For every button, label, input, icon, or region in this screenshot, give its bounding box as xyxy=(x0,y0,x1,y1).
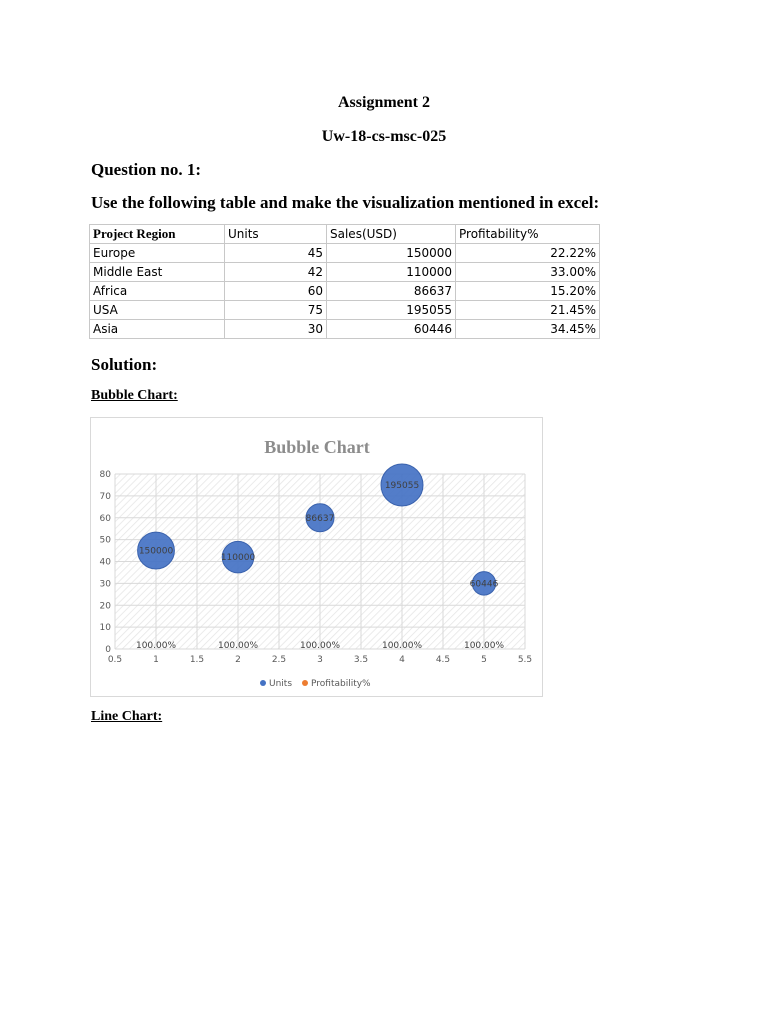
profit-data-label: 100.00% xyxy=(381,641,423,651)
table-cell: 42 xyxy=(225,263,327,282)
bubble-chart-container xyxy=(90,417,543,697)
profit-data-label: 100.00% xyxy=(463,641,505,651)
table-cell: 150000 xyxy=(327,244,456,263)
profit-data-label: 100.00% xyxy=(217,641,259,651)
y-tick-label: 30 xyxy=(99,579,111,590)
document-title: Assignment 2 xyxy=(337,94,430,111)
y-tick-label: 60 xyxy=(99,513,111,524)
line-chart-heading: Line Chart: xyxy=(91,709,163,724)
table-cell: 110000 xyxy=(327,263,456,282)
solution-heading: Solution: xyxy=(91,355,158,374)
y-tick-label: 0 xyxy=(105,645,111,655)
table-cell: 75 xyxy=(225,301,327,320)
y-tick-label: 80 xyxy=(99,470,111,480)
table-row xyxy=(90,282,600,301)
x-tick-label: 1 xyxy=(153,655,159,665)
x-tick-label: 4 xyxy=(399,655,405,665)
table-cell: Middle East xyxy=(90,263,225,282)
table-cell: 45 xyxy=(225,244,327,263)
legend-marker-icon xyxy=(302,680,308,686)
table-header-row xyxy=(90,225,600,244)
y-tick-label: 20 xyxy=(99,601,111,612)
instruction-text: Use the following table and make the visualization mentioned in excel: xyxy=(91,193,600,212)
table-cell: 60 xyxy=(225,282,327,301)
profit-data-label: 100.00% xyxy=(135,641,177,651)
x-tick-label: 4.5 xyxy=(435,655,451,665)
y-tick-label: 10 xyxy=(99,623,111,634)
bubble-chart-heading: Bubble Chart: xyxy=(91,388,178,403)
table-header-cell: Profitability% xyxy=(456,225,600,244)
table-header-cell: Sales(USD) xyxy=(327,225,456,244)
table-cell: 30 xyxy=(225,320,327,339)
table-row xyxy=(90,244,600,263)
profit-data-label: 100.00% xyxy=(299,641,341,651)
x-tick-label: 3 xyxy=(317,655,323,665)
table-cell: 21.45% xyxy=(456,301,600,320)
x-tick-label: 0.5 xyxy=(107,655,123,665)
x-tick-label: 2.5 xyxy=(271,655,287,665)
table-cell: 86637 xyxy=(327,282,456,301)
x-tick-label: 3.5 xyxy=(353,655,369,665)
legend-item-label: Profitability% xyxy=(311,679,371,689)
chart-title: Bubble Chart xyxy=(264,437,370,457)
table-cell: 15.20% xyxy=(456,282,600,301)
y-tick-label: 40 xyxy=(99,557,111,568)
legend-marker-icon xyxy=(260,680,266,686)
x-tick-label: 5.5 xyxy=(517,655,533,665)
x-tick-label: 5 xyxy=(481,655,487,665)
table-header-cell: Project Region xyxy=(90,225,225,244)
bubble-data-label: 86637 xyxy=(305,513,335,524)
x-tick-label: 1.5 xyxy=(189,655,205,665)
bubble-data-label: 195055 xyxy=(384,480,420,491)
table-row xyxy=(90,263,600,282)
student-id: Uw-18-cs-msc-025 xyxy=(321,128,447,145)
table-cell: 22.22% xyxy=(456,244,600,263)
table-cell: 33.00% xyxy=(456,263,600,282)
table-cell: 195055 xyxy=(327,301,456,320)
table-cell: USA xyxy=(90,301,225,320)
data-table xyxy=(89,224,600,339)
y-tick-label: 70 xyxy=(99,491,111,502)
table-cell: Asia xyxy=(90,320,225,339)
bubble-data-label: 60446 xyxy=(469,579,499,590)
y-tick-label: 50 xyxy=(99,535,111,546)
table-cell: 60446 xyxy=(327,320,456,339)
table-row xyxy=(90,320,600,339)
legend-item-label: Units xyxy=(269,679,293,689)
table-cell: Europe xyxy=(90,244,225,263)
table-cell: 34.45% xyxy=(456,320,600,339)
table-header-cell: Units xyxy=(225,225,327,244)
bubble-chart xyxy=(91,418,542,696)
bubble-data-label: 110000 xyxy=(220,553,256,564)
question-heading: Question no. 1: xyxy=(91,160,202,179)
x-tick-label: 2 xyxy=(235,655,241,665)
table-row xyxy=(90,301,600,320)
table-cell: Africa xyxy=(90,282,225,301)
bubble-data-label: 150000 xyxy=(138,546,174,557)
